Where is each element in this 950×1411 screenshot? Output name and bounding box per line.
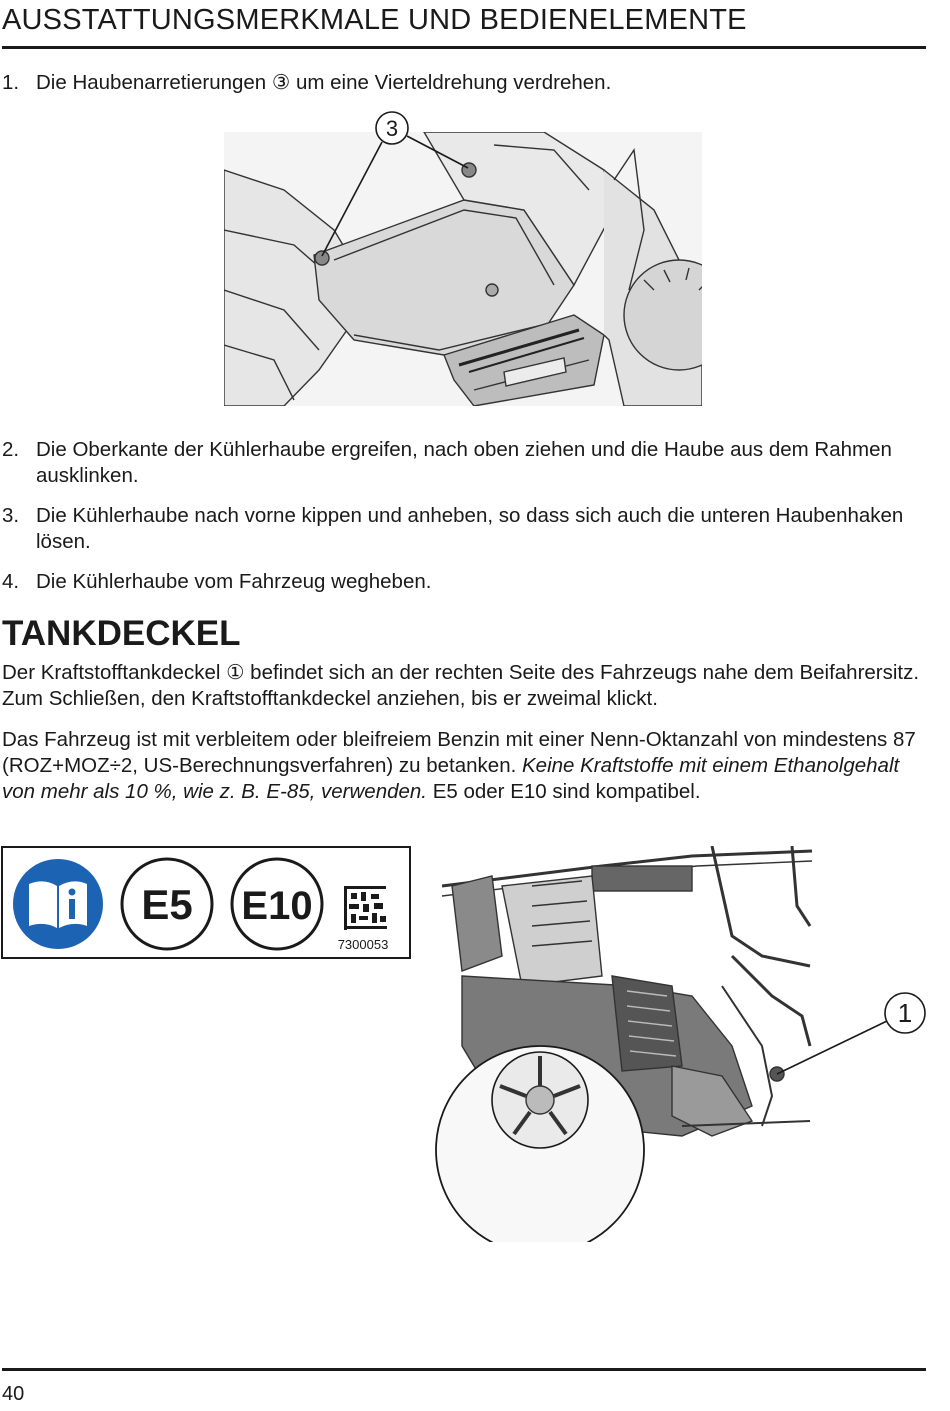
page-number: 40 [2,1383,25,1405]
step-text: Die Kühlerhaube vom Fahrzeug wegheben. [36,570,432,593]
list-item [2,569,922,595]
step-number: 3. [2,504,20,527]
step-number: 1. [2,71,20,94]
fuel-label [1,846,411,959]
paragraph-warning: Keine Kraftstoffe mit einem Ethanolgehalt von mehr als 10 %, wie z. B. E-85, verwenden. [2,754,900,803]
page-header-title: AUSSTATTUNGSMERKMALE UND BEDIENELEMENTE [2,4,747,36]
callout-label: 1 [897,998,913,1028]
list-item [2,437,922,489]
list-item [2,503,922,555]
fuel-tank-location-illustration [432,846,932,1242]
step-text: Die Oberkante der Kühlerhaube ergreifen, nach oben ziehen und die Haube aus dem Rahmen ausklinken. [36,438,892,487]
manual-info-icon [13,859,103,949]
footer-divider [2,1368,926,1371]
paragraph [2,727,926,805]
paragraph-text: Das Fahrzeug ist mit verbleitem oder bleifreiem Benzin mit einer Nenn-Oktanzahl von mindestens 87 (ROZ+MOZ÷2, US-Berechnungsverfahren) zu betanken. [2,728,916,777]
hood-latch-illustration [224,110,702,406]
section-title: TANKDECKEL [2,614,241,653]
step-text: Die Haubenarretierungen ③ um eine Vierteldrehung verdrehen. [36,71,612,94]
paragraph-text: E5 oder E10 sind kompatibel. [427,780,701,803]
callout-label: 3 [385,116,399,141]
label-code: 7300053 [337,937,389,952]
step-number: 4. [2,570,20,593]
e5-label: E5 [141,881,193,928]
paragraph: Der Kraftstofftankdeckel ① befindet sich an der rechten Seite des Fahrzeugs nahe dem Beifahrersitz. Zum Schließen, den Kraftstofftankdeckel anziehen, bis er zweimal klickt. [2,661,920,710]
list-item [2,70,922,96]
page-header [2,2,926,49]
step-text: Die Kühlerhaube nach vorne kippen und anheben, so dass sich auch die unteren Haubenhaken lösen. [36,504,904,553]
step-number: 2. [2,438,20,461]
e10-label: E10 [241,884,313,928]
